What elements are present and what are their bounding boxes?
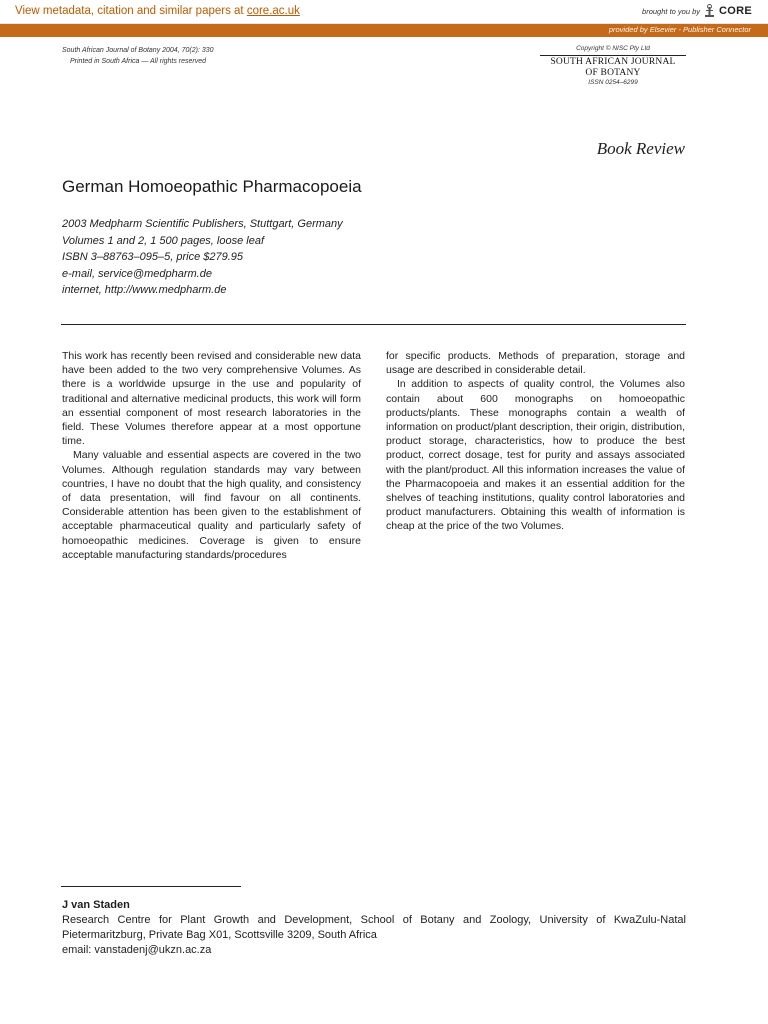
journal-title-line1: SOUTH AFRICAN JOURNAL xyxy=(550,57,676,67)
section-label: Book Review xyxy=(596,139,685,158)
body-paragraph-3: In addition to aspects of quality control, the Volumes also contain about 600 monographs on homoeopathic products/plants. These monographs contain a wealth of information on product/plant description, their origin, distribution, product storage, characteristics, how to produce the best product, correct dosage, test for purity and assays associated with the plant/product. All this information increases the value of the Pharmacopoeia and makes it an essential addition for the shelves of teaching institutions, quality control laboratories and product manufacturers. Obtaining this wealth of information is cheap at the price of the two Volumes. xyxy=(386,378,685,533)
author-divider xyxy=(61,886,241,887)
publication-info xyxy=(62,216,343,299)
issn: ISSN 0254–6299 xyxy=(588,79,638,86)
author-affiliation: Research Centre for Plant Growth and Development, School of Botany and Zoology, University of KwaZulu-Natal Pietermaritzburg, Private Bag X01, Scottsville 3209, South Africa xyxy=(62,914,686,941)
brought-to-you-label: brought to you by xyxy=(642,6,701,16)
core-banner xyxy=(0,0,768,24)
core-metadata-link[interactable] xyxy=(15,5,300,17)
author-name: J van Staden xyxy=(62,899,130,911)
core-logo-icon xyxy=(704,4,715,18)
publisher-line: 2003 Medpharm Scientific Publishers, Stuttgart, Germany xyxy=(62,218,343,230)
email-line: e-mail, service@medpharm.de xyxy=(62,267,212,280)
journal-masthead xyxy=(540,45,686,87)
body-column-left xyxy=(62,349,361,562)
author-email: email: vanstadenj@ukzn.ac.za xyxy=(62,944,212,956)
journal-title xyxy=(540,55,686,79)
body-paragraph-2-start: Many valuable and essential aspects are covered in the two Volumes. Although regulation standards may vary between countries, I have no doubt that the high quality, and consistency of data presentation, will find favour on all continents. Considerable attention has been given to the establishment of acceptable pharmaceutical quality and particularly safety of homoeopathic medicines. Coverage is given to ensure acceptable manufacturing standards/procedures xyxy=(62,449,361,561)
core-brand[interactable] xyxy=(642,4,752,18)
volumes-line: Volumes 1 and 2, 1 500 pages, loose leaf xyxy=(62,234,265,247)
journal-citation: South African Journal of Botany 2004, 70(2): 330 xyxy=(62,47,214,54)
header-divider xyxy=(61,324,686,325)
provider-bar xyxy=(0,24,768,37)
page-title: German Homoeopathic Pharmacopoeia xyxy=(62,177,362,196)
isbn-price-line: ISBN 3–88763–095–5, price $279.95 xyxy=(62,251,244,264)
body-column-right xyxy=(386,349,685,534)
journal-citation-block xyxy=(62,45,214,67)
core-ac-uk-link[interactable]: core.ac.uk xyxy=(246,5,300,17)
body-paragraph-2-end: for specific products. Methods of preparation, storage and usage are described in considerable detail. xyxy=(386,350,685,377)
printed-notice: Printed in South Africa — All rights reserved xyxy=(70,58,207,65)
author-block xyxy=(62,898,686,958)
provided-by-label[interactable]: provided by Elsevier - Publisher Connector xyxy=(608,25,751,34)
core-link-prefix: View metadata, citation and similar papers at xyxy=(15,5,247,17)
body-paragraph-1: This work has recently been revised and considerable new data have been added to the two very comprehensive Volumes. As there is a worldwide upsurge in the use and popularity of traditional and alternative medicinal products, this work will form an essential component of most research laboratories in the field. These Volumes therefore appear at a most opportune time. xyxy=(62,350,361,448)
copyright-notice: Copyright © NISC Pty Ltd xyxy=(576,45,650,52)
website-line: internet, http://www.medpharm.de xyxy=(62,284,227,297)
journal-title-line2: OF BOTANY xyxy=(585,68,641,78)
core-logo-text: CORE xyxy=(719,5,752,17)
